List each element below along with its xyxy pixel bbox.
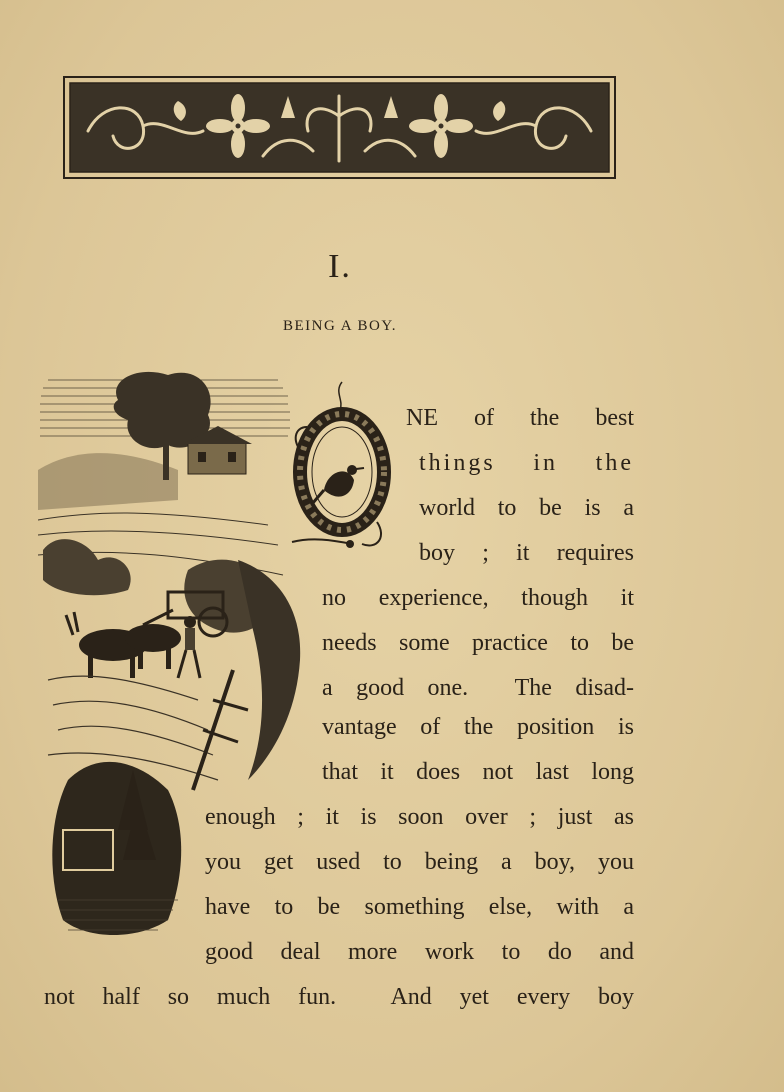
chapter-title: BEING A BOY. [283,318,397,334]
text-line: things in the [419,450,634,476]
text-line: have to be something else, with a [205,894,634,920]
chapter-number: I. [328,248,352,285]
text-line: world to be is a [419,495,634,521]
text-line: needs some practice to be [322,630,634,656]
ornamental-headpiece [63,76,616,179]
text-line: good deal more work to do and [205,939,634,965]
text-line: boy ; it requires [419,540,634,566]
decorated-initial-o [282,372,400,560]
text-line: that it does not last long [322,759,634,785]
text-line: you get used to being a boy, you [205,849,634,875]
text-line: vantage of the position is [322,714,634,740]
text-line: not half so much fun. And yet every boy [44,984,634,1010]
text-line: enough ; it is soon over ; just as [205,804,634,830]
text-line: a good one. The disad- [322,675,634,701]
text-line: no experience, though it [322,585,634,611]
text-line: NE of the best [406,405,634,431]
